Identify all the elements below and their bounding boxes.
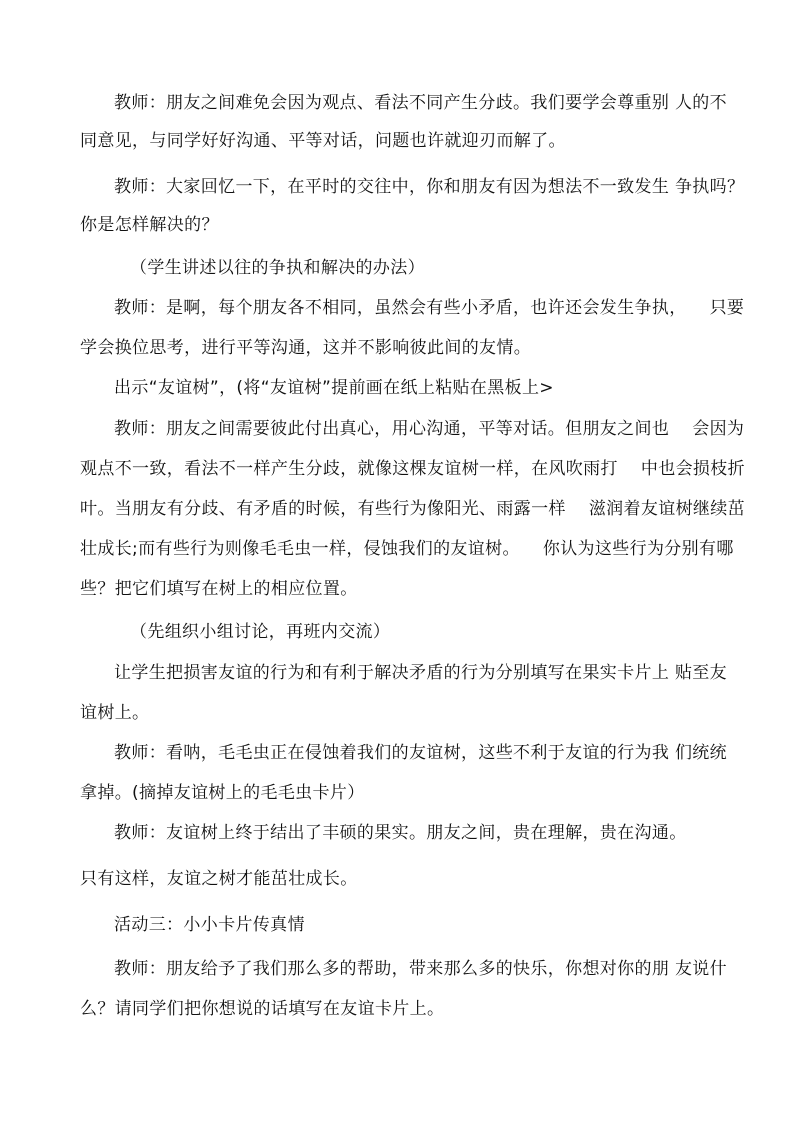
text-line-8: 出示“友谊树”，(将“友谊树”提前画在纸上粘贴在黑板上> [114, 378, 554, 398]
text-line-12: 壮成长;而有些行为则像毛毛虫一样，侵蚀我们的友谊树。 你认为这些行为分别有哪 [80, 539, 734, 559]
text-line-11: 叶。当朋友有分歧、有矛盾的时候，有些行为像阳光、雨露一样 滋润着友谊树继续茁 [80, 499, 745, 519]
text-line-1: 教师：朋友之间难免会因为观点、看法不同产生分歧。我们要学会尊重别 人的不 [114, 93, 728, 113]
text-line-3: 教师：大家回忆一下，在平时的交往中，你和朋友有因为想法不一致发生 争执吗？ [114, 177, 745, 197]
text-line-4: 你是怎样解决的？ [80, 215, 219, 235]
text-line-14: （先组织小组讨论，再班内交流） [130, 622, 391, 642]
text-line-10: 观点不一致，看法不一样产生分歧，就像这棵友谊树一样，在风吹雨打 中也会损枝折 [80, 459, 745, 479]
text-line-2: 同意见，与同学好好沟通、平等对话，问题也许就迎刃而解了。 [80, 131, 566, 151]
text-line-15: 让学生把损害友谊的行为和有利于解决矛盾的行为分别填写在果实卡片上 贴至友 [114, 663, 728, 683]
text-line-5: （学生讲述以往的争执和解决的办法） [130, 258, 425, 278]
text-line-22: 教师：朋友给予了我们那么多的帮助，带来那么多的快乐，你想对你的朋 友说什 [114, 959, 728, 979]
text-line-19: 教师：友谊树上终于结出了丰硕的果实。朋友之间，贵在理解，贵在沟通。 [114, 823, 687, 843]
text-line-17: 教师：看呐，毛毛虫正在侵蚀着我们的友谊树，这些不利于友谊的行为我 们统统 [114, 743, 728, 763]
text-line-18: 拿掉。(摘掉友谊树上的毛毛虫卡片） [80, 783, 365, 803]
text-line-16: 谊树上。 [80, 703, 150, 723]
text-line-6: 教师：是啊，每个朋友各不相同，虽然会有些小矛盾，也许还会发生争执， 只要 [114, 298, 745, 318]
text-line-7: 学会换位思考，进行平等沟通，这并不影响彼此间的友情。 [80, 338, 532, 358]
text-line-20: 只有这样，友谊之树才能茁壮成长。 [80, 869, 358, 889]
text-line-13: 些？把它们填写在树上的相应位置。 [80, 579, 358, 599]
text-line-21: 活动三：小小卡片传真情 [114, 915, 305, 935]
text-line-9: 教师：朋友之间需要彼此付出真心，用心沟通，平等对话。但朋友之间也 会因为 [114, 419, 745, 439]
text-line-23: 么？请同学们把你想说的话填写在友谊卡片上。 [80, 999, 445, 1019]
